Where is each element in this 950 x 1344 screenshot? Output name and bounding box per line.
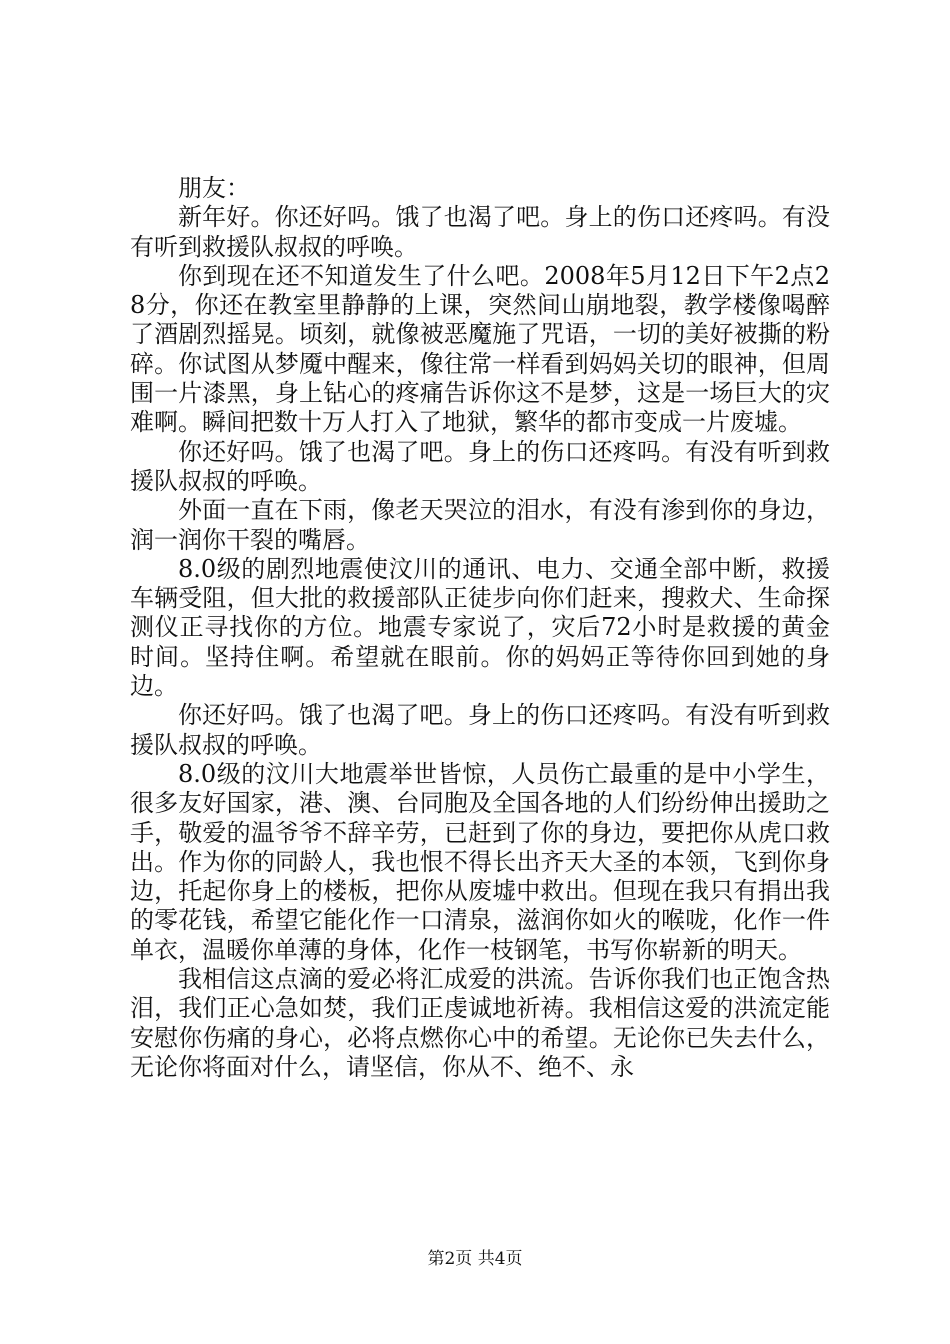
- paragraph: 8.0级的剧烈地震使汶川的通讯、电力、交通全部中断，救援车辆受阻，但大批的救援部队正徒步向你们赶来，搜救犬、生命探测仪正寻找你的方位。地震专家说了，灾后72小时是救援的黄金时间。坚持住啊。希望就在眼前。你的妈妈正等待你回到她的身边。: [130, 554, 830, 701]
- paragraph: 外面一直在下雨，像老天哭泣的泪水，有没有渗到你的身边，润一润你干裂的嘴唇。: [130, 496, 830, 554]
- paragraph: 你还好吗。饿了也渴了吧。身上的伤口还疼吗。有没有听到救援队叔叔的呼唤。: [130, 437, 830, 495]
- paragraph: 你到现在还不知道发生了什么吧。2008年5月12日下午2点28分，你还在教室里静静的上课，突然间山崩地裂，教学楼像喝醉了酒剧烈摇晃。顷刻，就像被恶魔施了咒语，一切的美好被撕的粉碎。你试图从梦魇中醒来，像往常一样看到妈妈关切的眼神，但周围一片漆黑，身上钻心的疼痛告诉你这不是梦，这是一场巨大的灾难啊。瞬间把数十万人打入了地狱，繁华的都市变成一片废墟。: [130, 261, 830, 437]
- page-number-footer: 第2页 共4页: [427, 1249, 523, 1269]
- paragraph: 我相信这点滴的爱必将汇成爱的洪流。告诉你我们也正饱含热泪，我们正心急如焚，我们正虔诚地祈祷。我相信这爱的洪流定能安慰你伤痛的身心，必将点燃你心中的希望。无论你已失去什么，无论你将面对什么，请坚信，你从不、绝不、永: [130, 965, 830, 1081]
- letter-body: [130, 174, 830, 1082]
- salutation: 朋友：: [178, 174, 250, 202]
- paragraph: 你还好吗。饿了也渴了吧。身上的伤口还疼吗。有没有听到救援队叔叔的呼唤。: [130, 701, 830, 759]
- paragraph: 新年好。你还好吗。饿了也渴了吧。身上的伤口还疼吗。有没有听到救援队叔叔的呼唤。: [130, 203, 830, 261]
- paragraph: 8.0级的汶川大地震举世皆惊，人员伤亡最重的是中小学生，很多友好国家，港、澳、台同胞及全国各地的人们纷纷伸出援助之手，敬爱的温爷爷不辞辛劳，已赶到了你的身边，要把你从虎口救出。作为你的同龄人，我也恨不得长出齐天大圣的本领，飞到你身边，托起你身上的楼板，把你从废墟中救出。但现在我只有捐出我的零花钱，希望它能化作一口清泉，滋润你如火的喉咙，化作一件单衣，温暖你单薄的身体，化作一枝钢笔，书写你崭新的明天。: [130, 759, 830, 964]
